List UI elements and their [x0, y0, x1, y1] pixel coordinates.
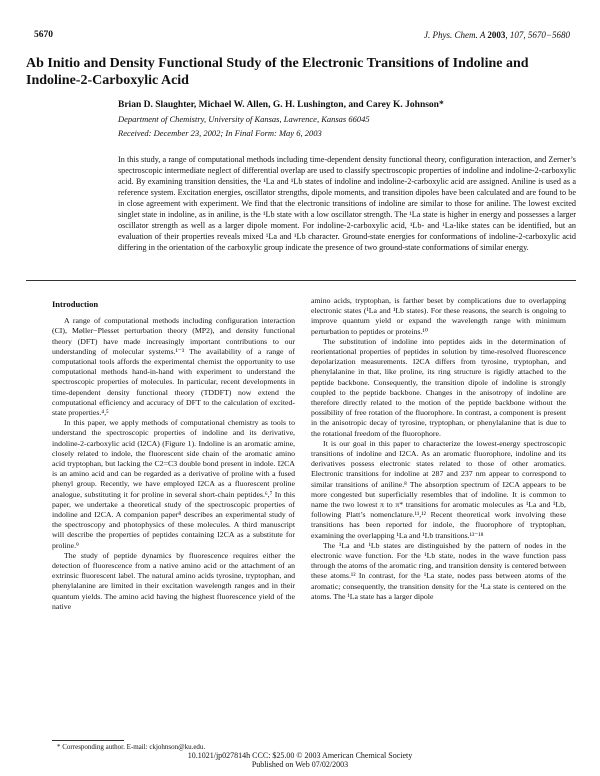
paragraph: In this paper, we apply methods of computational chemistry as tools to understand the spectroscopic properties of indoline and its derivative, indoline-2-carboxylic acid (I2CA) (Figure 1). Indoline is an aromatic amine, closely related to indole, the fluorescent side chain of the aromatic amino acid tryptophan, but lacking the C2=C3 double bond present in indole. I2CA is an amino acid and can be regarded as a derivative of proline with a fused phenyl group. Recently, we have employed I2CA as a fluorescent proline analogue, substituting it for proline in several short-chain peptides.⁶,⁷ In this paper, we undertake a theoretical study of the spectroscopic properties of indoline and I2CA. A companion paper⁸ describes an experimental study of the spectroscopy and photophysics of these molecules. A third manuscript will describe the properties of peptides containing I2CA as a substitute for proline.⁹	[52, 418, 295, 550]
journal-pages: 5670−5680	[527, 30, 570, 40]
abstract: In this study, a range of computational methods including time-dependent density functional theory, configuration interaction, and Zerner’s spectroscopic intermediate neglect of differential overlap are used to classify spectroscopic properties of indoline and indoline-2-carboxylic acid. By examining transition densities, the ¹La and ¹Lb states of indoline and indoline-2-carboxylic acid are assigned. Aniline is used as a reference system. Excitation energies, oscillator strengths, dipole moments, and transition dipoles have been calculated and are found to be in close agreement with experiment. We find that the electronic transitions of indoline are similar to those for aniline. The lowest excited singlet state in indoline, as in aniline, is the ¹Lb state with a low oscillator strength. The ¹La state is higher in energy and possesses a larger oscillator strength as well as a larger dipole moment. For indoline-2-carboxylic acid, ¹Lb- and ¹La-like states can be identified, but an evaluation of their properties reveals mixed ¹La and ¹Lb character. Ground-state energies for conformations of indoline-2-carboxylic acid differing in the orientation of the carboxylic group indicate the presence of two ground-state conformations of similar energy.	[118, 155, 576, 252]
page-number: 5670	[34, 30, 53, 40]
journal-year: 2003	[487, 30, 506, 40]
column-right	[311, 296, 566, 602]
running-header: J. Phys. Chem. A 2003, 107, 5670−5680	[424, 30, 570, 40]
footnote: * Corresponding author. E-mail: ckjohnson@ku.edu.	[57, 743, 206, 751]
paragraph: It is our goal in this paper to characterize the lowest-energy spectroscopic transitions of indoline and I2CA. As an aromatic fluorophore, indoline and its derivatives possess electronic states related to those of other aromatics. Electronic transitions for indoline at 287 and 237 nm appear to correspond to similar transitions of aniline.⁸ The absorption spectrum of I2CA appears to be more congested but superficially resembles that of indoline. It is common to name the two lowest π to π* transitions for aromatic molecules as ¹La and ¹Lb, following Platt’s nomenclature.¹¹,¹² Recent theoretical work involving these transitions has been reported for indole, the fluorophore of tryptophan, examining the overlapping ¹La and ¹Lb transitions.¹³⁻¹⁸	[311, 438, 566, 540]
affiliation: Department of Chemistry, University of Kansas, Lawrence, Kansas 66045	[118, 114, 370, 124]
section-heading: Introduction	[52, 299, 99, 309]
paragraph: The ¹La and ¹Lb states are distinguished by the pattern of nodes in the electronic wave function. For the ¹Lb state, nodes in the wave function pass through the atoms of the aromatic ring, and transition density is centered between these atoms.¹² In contrast, for the ¹La state, nodes pass between atoms of the aromatic; consequently, the transition density for the ¹La state is centered on the atoms. The ¹La state has a larger dipole	[311, 540, 566, 601]
footnote-divider	[52, 740, 124, 741]
publication-date: Published on Web 07/02/2003	[251, 760, 349, 769]
column-left	[52, 299, 295, 612]
journal-volume: 107	[509, 30, 524, 40]
paragraph: The substitution of indoline into peptides aids in the determination of reorientational properties of peptides in solution by time-resolved fluorescence depolarization measurements. I2CA differs from tyrosine, tryptophan, and phenylalanine in that, like proline, its ring structure is rigidly attached to the peptide backbone. Consequently, the transition dipole of indoline is strongly coupled to the peptide backbone. Changes in the anisotropy of indoline are therefore directly related to the motion of the peptide backbone without the possibility of free rotation of the fluorophore. In contrast, a component is present in the anisotropic decay of tyrosine, tryptophan, or phenylalanine that is due to the rotational freedom of the fluorophore.	[311, 336, 566, 438]
paragraph: The study of peptide dynamics by fluorescence requires either the detection of fluorescence from a native amino acid or the attachment of an extrinsic fluorescent label. The natural amino acids tyrosine, tryptophan, and phenylalanine are limited in their excitation wavelength ranges and in their quantum yields. The amino acid having the highest fluorescence yield of the native	[52, 550, 295, 611]
section-divider	[26, 280, 576, 281]
author-list: Brian D. Slaughter, Michael W. Allen, G. H. Lushington, and Carey K. Johnson*	[118, 100, 444, 110]
paragraph: amino acids, tryptophan, is farther beset by complications due to overlapping electronic states (¹La and ¹Lb states). For these reasons, the search is ongoing to improve quantum yield or expand the wavelength range with minimum perturbation to peptides or proteins.¹⁰	[311, 296, 566, 336]
received-dates: Received: December 23, 2002; In Final Form: May 6, 2003	[118, 128, 322, 138]
paper-title: Ab Initio and Density Functional Study of the Electronic Transitions of Indoline and Indoline-2-Carboxylic Acid	[26, 56, 529, 88]
journal-name: J. Phys. Chem. A	[424, 30, 486, 40]
paragraph: A range of computational methods including configuration interaction (CI), Møller−Plesset perturbation theory (MP2), and density functional theory (DFT) have made increasingly important contributions to our understanding of molecular systems.¹⁻³ The availability of a range of computational tools affords the experimental chemist the opportunity to use computational methods hand-in-hand with experiment to understand the spectroscopic properties of molecules. In particular, recent developments in time-dependent density functional theory (TDDFT) now extend the computational efficiency and accuracy of DFT to the calculation of excited-state properties.⁴,⁵	[52, 316, 295, 418]
doi-line: 10.1021/jp027814h CCC: $25.00 © 2003 American Chemical Society	[187, 751, 413, 760]
